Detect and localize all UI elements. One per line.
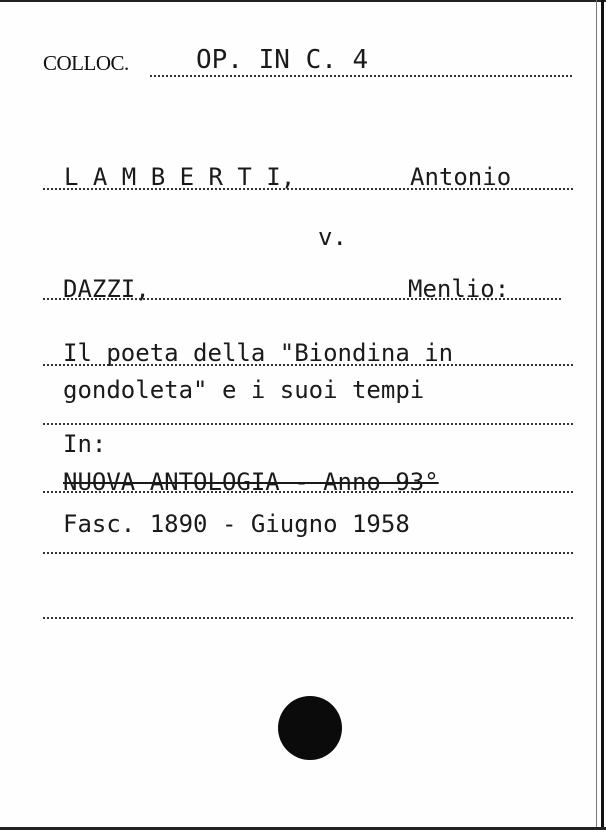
subject-surname: DAZZI, [63, 275, 150, 303]
card-right-edge [601, 0, 604, 830]
colloc-rule [150, 75, 572, 77]
source-line-2: Fasc. 1890 - Giugno 1958 [63, 510, 410, 538]
punch-hole [278, 696, 342, 760]
author-surname: L A M B E R T I, [64, 163, 296, 191]
title-line-2: gondoleta" e i suoi tempi [63, 376, 425, 404]
versus-mark: v. [318, 223, 347, 251]
card-right-edge-shadow [596, 0, 597, 830]
colloc-value: OP. IN C. 4 [196, 45, 369, 75]
card-top-edge [0, 0, 606, 2]
author-given-name: Antonio [410, 163, 512, 191]
source-rule-2 [43, 552, 573, 554]
title-line-1: Il poeta della "Biondina in [63, 339, 454, 367]
in-label: In: [63, 430, 107, 458]
source-line-1: NUOVA ANTOLOGIA - Anno 93° [63, 468, 439, 496]
subject-given-name: Menlio: [408, 275, 510, 303]
colloc-label: COLLOC. [43, 51, 129, 75]
blank-rule [43, 617, 573, 619]
title-rule-2 [43, 423, 573, 425]
